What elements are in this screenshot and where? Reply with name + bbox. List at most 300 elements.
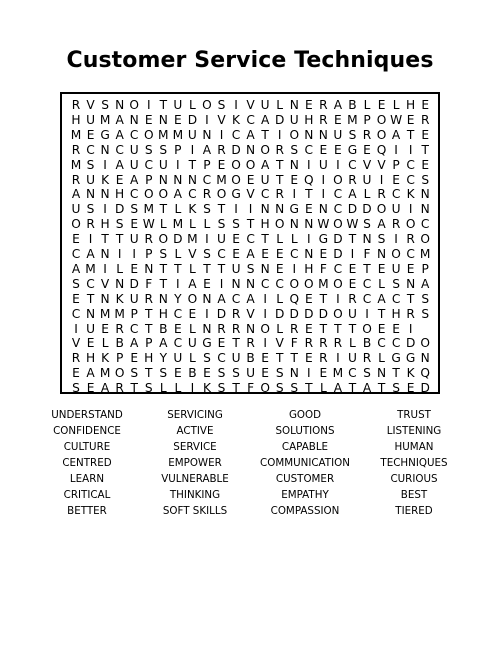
grid-letter: T xyxy=(261,127,269,142)
grid-letter: L xyxy=(174,381,182,396)
grid-letter: C xyxy=(289,247,299,261)
grid-letter: S xyxy=(203,202,211,217)
grid-letter: H xyxy=(71,112,81,127)
grid-letter: E xyxy=(319,142,328,157)
grid-letter: M xyxy=(419,247,431,261)
grid-letter: B xyxy=(188,366,197,381)
grid-letter: M xyxy=(172,127,184,142)
word-list-item: GOOD xyxy=(288,409,322,421)
grid-letter: C xyxy=(348,366,357,381)
grid-letter: P xyxy=(145,172,153,187)
grid-letter: R xyxy=(217,321,226,336)
grid-letter: I xyxy=(408,202,413,217)
word-list-item: SERVICING xyxy=(167,409,223,421)
grid-letter: A xyxy=(86,366,95,381)
grid-row xyxy=(62,173,438,189)
grid-letter: L xyxy=(378,276,385,291)
grid-letter: U xyxy=(173,98,183,112)
grid-letter: O xyxy=(260,142,270,157)
grid-letter: P xyxy=(363,112,371,127)
grid-letter: S xyxy=(363,217,371,232)
grid-letter: E xyxy=(334,112,342,127)
grid-letter: S xyxy=(144,381,153,396)
grid-letter: N xyxy=(376,366,387,381)
grid-letter: O xyxy=(333,172,343,187)
grid-letter: T xyxy=(275,351,284,366)
grid-letter: M xyxy=(85,261,96,276)
grid-letter: O xyxy=(376,112,387,127)
grid-letter: U xyxy=(362,172,372,187)
grid-letter: S xyxy=(203,247,211,261)
grid-letter: N xyxy=(406,276,416,291)
grid-letter: I xyxy=(306,157,311,172)
grid-row xyxy=(62,187,438,203)
grid-letter: A xyxy=(260,112,270,127)
word-list-item: BETTER xyxy=(67,505,107,517)
grid-letter: E xyxy=(290,172,299,187)
grid-letter: C xyxy=(202,172,212,187)
grid-letter: C xyxy=(86,276,95,291)
grid-letter: D xyxy=(274,112,285,127)
word-list-item: CENTRED xyxy=(62,457,112,469)
grid-letter: T xyxy=(101,232,109,247)
grid-letter: A xyxy=(115,127,124,142)
grid-letter: E xyxy=(304,291,313,306)
grid-letter: S xyxy=(159,366,168,381)
grid-letter: H xyxy=(144,351,154,366)
grid-letter: R xyxy=(406,306,415,321)
grid-letter: I xyxy=(74,321,78,336)
grid-letter: C xyxy=(333,261,343,276)
grid-letter: K xyxy=(188,202,197,217)
grid-letter: G xyxy=(289,202,299,217)
grid-letter: C xyxy=(217,351,226,366)
grid-letter: U xyxy=(158,157,168,172)
grid-letter: U xyxy=(347,306,357,321)
grid-letter: O xyxy=(260,321,270,336)
grid-letter: E xyxy=(377,261,386,276)
word-list-item: HUMAN xyxy=(394,441,434,453)
grid-row xyxy=(62,202,438,218)
grid-letter: S xyxy=(392,381,400,396)
grid-letter: R xyxy=(275,142,284,157)
grid-row xyxy=(62,247,438,263)
grid-letter: A xyxy=(362,381,372,396)
grid-letter: S xyxy=(421,306,430,321)
word-list-item: CURIOUS xyxy=(390,473,438,485)
grid-letter: T xyxy=(305,187,313,202)
grid-letter: U xyxy=(71,202,81,217)
grid-letter: C xyxy=(420,217,430,232)
grid-letter: A xyxy=(115,157,124,172)
word-list-item: CULTURE xyxy=(63,441,111,453)
grid-letter: N xyxy=(289,366,299,381)
grid-letter: A xyxy=(377,217,386,232)
grid-letter: U xyxy=(129,142,139,157)
grid-letter: E xyxy=(334,142,342,157)
grid-letter: E xyxy=(275,247,284,261)
grid-letter: A xyxy=(86,247,95,261)
grid-letter: E xyxy=(173,321,182,336)
grid-letter: I xyxy=(277,127,282,142)
grid-letter: U xyxy=(246,366,256,381)
grid-letter: U xyxy=(289,112,299,127)
grid-letter: V xyxy=(246,306,255,321)
grid-letter: S xyxy=(232,366,240,381)
word-list-item: EMPATHY xyxy=(281,489,329,501)
grid-letter: C xyxy=(246,112,255,127)
grid-letter: N xyxy=(318,127,328,142)
grid-letter: N xyxy=(260,261,270,276)
grid-letter: A xyxy=(100,381,110,396)
grid-letter: O xyxy=(231,172,241,187)
grid-letter: W xyxy=(346,217,359,232)
grid-letter: S xyxy=(348,127,357,142)
word-list-item: EMPOWER xyxy=(168,457,222,469)
grid-letter: N xyxy=(115,276,125,291)
grid-letter: T xyxy=(348,232,357,247)
grid-letter: A xyxy=(377,291,386,306)
grid-letter: N xyxy=(376,247,387,261)
grid-letter: U xyxy=(173,351,183,366)
grid-letter: T xyxy=(145,321,153,336)
grid-letter: T xyxy=(203,261,211,276)
grid-letter: I xyxy=(132,247,136,261)
grid-letter: E xyxy=(188,306,197,321)
grid-letter: O xyxy=(129,98,139,112)
grid-letter: H xyxy=(406,98,416,112)
grid-letter: E xyxy=(421,98,430,112)
grid-letter: R xyxy=(333,336,343,351)
grid-letter: U xyxy=(86,112,95,127)
grid-letter: C xyxy=(129,127,139,142)
grid-letter: T xyxy=(348,321,357,336)
grid-letter: S xyxy=(421,172,430,187)
grid-letter: E xyxy=(130,351,139,366)
grid-letter: K xyxy=(232,112,241,127)
grid-letter: A xyxy=(130,172,139,187)
grid-letter: O xyxy=(245,157,256,172)
grid-letter: L xyxy=(188,321,196,336)
grid-letter: S xyxy=(159,142,168,157)
grid-letter: A xyxy=(391,127,401,142)
grid-letter: N xyxy=(304,217,314,232)
grid-letter: V xyxy=(275,336,284,351)
grid-letter: P xyxy=(174,142,182,157)
grid-letter: I xyxy=(234,202,238,217)
grid-letter: C xyxy=(362,291,372,306)
grid-letter: A xyxy=(71,187,81,202)
grid-letter: S xyxy=(130,366,139,381)
grid-letter: L xyxy=(276,98,284,112)
grid-letter: E xyxy=(319,247,328,261)
grid-letter: C xyxy=(348,157,357,172)
grid-row xyxy=(62,143,438,159)
grid-letter: T xyxy=(159,276,168,291)
grid-letter: K xyxy=(406,187,415,202)
grid-letter: G xyxy=(347,142,358,157)
grid-letter: R xyxy=(319,112,328,127)
grid-letter: G xyxy=(100,127,110,142)
grid-letter: I xyxy=(88,232,93,247)
grid-letter: K xyxy=(202,381,211,396)
grid-letter: T xyxy=(334,321,342,336)
grid-letter: N xyxy=(158,291,168,306)
grid-letter: R xyxy=(71,172,81,187)
grid-letter: N xyxy=(420,351,430,366)
grid-letter: F xyxy=(247,381,255,396)
grid-letter: S xyxy=(421,291,430,306)
grid-letter: M xyxy=(70,127,82,142)
grid-row xyxy=(62,113,438,129)
grid-letter: K xyxy=(115,291,124,306)
grid-letter: L xyxy=(188,217,196,232)
grid-letter: T xyxy=(145,366,153,381)
grid-row xyxy=(62,381,438,397)
grid-letter: T xyxy=(174,261,182,276)
grid-letter: N xyxy=(158,172,168,187)
grid-letter: L xyxy=(188,98,196,112)
grid-letter: C xyxy=(217,247,226,261)
grid-letter: G xyxy=(391,351,401,366)
grid-letter: K xyxy=(101,172,110,187)
grid-letter: N xyxy=(289,217,299,232)
grid-letter: O xyxy=(274,217,285,232)
grid-letter: C xyxy=(144,157,153,172)
grid-letter: O xyxy=(333,217,343,232)
grid-letter: C xyxy=(71,306,81,321)
grid-letter: A xyxy=(202,142,212,157)
grid-letter: E xyxy=(203,366,211,381)
grid-letter: N xyxy=(100,142,110,157)
grid-letter: E xyxy=(304,351,313,366)
word-list-item: TRUST xyxy=(397,409,431,421)
grid-letter: D xyxy=(405,336,416,351)
grid-letter: C xyxy=(71,247,81,261)
grid-letter: L xyxy=(188,351,196,366)
word-list-item: SERVICE xyxy=(173,441,217,453)
grid-letter: R xyxy=(319,351,328,366)
grid-row xyxy=(62,322,438,338)
grid-letter: T xyxy=(305,381,313,396)
word-list-item: TIERED xyxy=(395,505,433,517)
grid-letter: N xyxy=(85,187,96,202)
grid-letter: S xyxy=(363,366,371,381)
grid-letter: G xyxy=(405,351,416,366)
grid-letter: N xyxy=(187,172,197,187)
grid-letter: A xyxy=(159,336,168,351)
grid-row xyxy=(62,351,438,367)
grid-letter: M xyxy=(158,127,169,142)
grid-letter: T xyxy=(290,351,298,366)
grid-letter: C xyxy=(275,276,284,291)
grid-letter: U xyxy=(187,336,197,351)
word-list-item: TECHNIQUES xyxy=(380,457,448,469)
grid-letter: O xyxy=(333,306,343,321)
grid-letter: C xyxy=(391,336,401,351)
grid-letter: I xyxy=(306,366,311,381)
grid-letter: L xyxy=(319,381,327,396)
word-list-item: COMPASSION xyxy=(270,505,340,517)
grid-letter: T xyxy=(232,336,240,351)
grid-letter: I xyxy=(103,202,107,217)
grid-letter: E xyxy=(130,261,139,276)
grid-letter: N xyxy=(246,276,256,291)
grid-letter: A xyxy=(246,291,255,306)
grid-letter: L xyxy=(276,291,284,306)
grid-letter: V xyxy=(71,336,81,351)
grid-letter: E xyxy=(217,336,226,351)
grid-letter: D xyxy=(173,232,183,247)
grid-letter: R xyxy=(319,336,328,351)
grid-letter: S xyxy=(115,217,124,232)
grid-row xyxy=(62,217,438,233)
grid-row xyxy=(62,277,438,293)
grid-letter: R xyxy=(275,187,284,202)
grid-letter: D xyxy=(274,306,285,321)
grid-letter: U xyxy=(86,321,95,336)
grid-letter: I xyxy=(408,321,413,336)
grid-letter: I xyxy=(379,172,384,187)
grid-letter: T xyxy=(406,127,415,142)
grid-letter: I xyxy=(205,112,209,127)
grid-letter: I xyxy=(103,261,107,276)
grid-letter: N xyxy=(289,98,299,112)
grid-letter: U xyxy=(391,202,401,217)
grid-letter: E xyxy=(217,157,226,172)
grid-letter: I xyxy=(219,276,224,291)
grid-letter: H xyxy=(391,306,401,321)
word-list-item: COMMUNICATION xyxy=(260,457,350,469)
grid-letter: A xyxy=(348,187,357,202)
grid-letter: R xyxy=(420,112,430,127)
grid-letter: Q xyxy=(304,172,314,187)
grid-letter: V xyxy=(217,112,226,127)
grid-letter: A xyxy=(333,98,343,112)
grid-letter: E xyxy=(203,276,211,291)
grid-letter: T xyxy=(217,261,226,276)
grid-letter: D xyxy=(333,247,343,261)
grid-letter: I xyxy=(408,142,413,157)
grid-letter: D xyxy=(420,381,430,396)
grid-letter: A xyxy=(115,112,124,127)
grid-letter: F xyxy=(319,261,327,276)
grid-letter: T xyxy=(159,202,168,217)
grid-letter: E xyxy=(72,232,80,247)
grid-letter: P xyxy=(145,247,153,261)
grid-letter: N xyxy=(85,306,96,321)
grid-letter: E xyxy=(261,366,269,381)
grid-letter: S xyxy=(217,366,226,381)
grid-letter: S xyxy=(203,351,211,366)
grid-letter: R xyxy=(231,321,241,336)
grid-letter: I xyxy=(336,157,340,172)
grid-letter: T xyxy=(145,306,153,321)
grid-row xyxy=(62,292,438,308)
grid-letter: I xyxy=(190,381,195,396)
grid-row xyxy=(62,98,438,114)
grid-letter: E xyxy=(304,98,313,112)
grid-letter: F xyxy=(290,336,298,351)
grid-letter: Q xyxy=(420,366,430,381)
grid-letter: M xyxy=(347,112,358,127)
grid-letter: A xyxy=(246,127,255,142)
grid-letter: E xyxy=(72,366,80,381)
grid-letter: P xyxy=(203,157,211,172)
grid-letter: T xyxy=(159,261,168,276)
grid-letter: T xyxy=(377,306,386,321)
grid-letter: S xyxy=(290,142,299,157)
grid-letter: K xyxy=(101,351,110,366)
grid-letter: M xyxy=(172,217,184,232)
grid-letter: E xyxy=(115,172,124,187)
grid-letter: E xyxy=(319,366,328,381)
grid-letter: E xyxy=(421,157,430,172)
grid-letter: S xyxy=(72,381,80,396)
grid-letter: O xyxy=(71,217,81,232)
grid-letter: O xyxy=(231,157,241,172)
grid-letter: U xyxy=(129,291,139,306)
grid-letter: S xyxy=(130,202,139,217)
grid-letter: H xyxy=(260,217,270,232)
grid-letter: U xyxy=(187,127,197,142)
grid-letter: S xyxy=(232,217,240,232)
grid-letter: I xyxy=(292,261,297,276)
grid-letter: V xyxy=(188,247,197,261)
grid-letter: C xyxy=(260,276,270,291)
grid-letter: A xyxy=(71,261,81,276)
grid-letter: B xyxy=(246,351,255,366)
grid-letter: C xyxy=(333,202,343,217)
grid-letter: A xyxy=(260,157,270,172)
grid-letter: E xyxy=(173,366,182,381)
grid-letter: D xyxy=(304,306,314,321)
grid-letter: S xyxy=(101,98,109,112)
grid-letter: R xyxy=(304,336,314,351)
grid-letter: U xyxy=(86,172,95,187)
grid-letter: E xyxy=(144,112,153,127)
grid-letter: R xyxy=(144,291,153,306)
grid-letter: A xyxy=(333,381,343,396)
grid-letter: S xyxy=(217,381,226,396)
grid-letter: N xyxy=(246,142,256,157)
grid-letter: O xyxy=(202,98,212,112)
grid-letter: R xyxy=(377,187,386,202)
grid-letter: N xyxy=(246,321,256,336)
grid-letter: H xyxy=(158,306,168,321)
grid-letter: T xyxy=(115,232,124,247)
grid-letter: D xyxy=(231,142,241,157)
word-list-item: ACTIVE xyxy=(176,425,214,437)
grid-letter: U xyxy=(391,261,401,276)
grid-letter: O xyxy=(216,187,227,202)
grid-letter: R xyxy=(115,321,124,336)
word-list-item: THINKING xyxy=(169,489,221,501)
grid-letter: T xyxy=(363,261,371,276)
grid-letter: P xyxy=(145,336,153,351)
grid-letter: N xyxy=(231,276,241,291)
grid-letter: L xyxy=(276,232,284,247)
grid-letter: R xyxy=(348,291,357,306)
grid-letter: I xyxy=(103,157,107,172)
grid-letter: O xyxy=(405,217,416,232)
grid-letter: E xyxy=(275,261,284,276)
grid-letter: L xyxy=(116,261,124,276)
grid-letter: N xyxy=(115,98,125,112)
grid-letter: E xyxy=(72,291,80,306)
grid-letter: I xyxy=(365,306,369,321)
grid-letter: N xyxy=(100,187,110,202)
